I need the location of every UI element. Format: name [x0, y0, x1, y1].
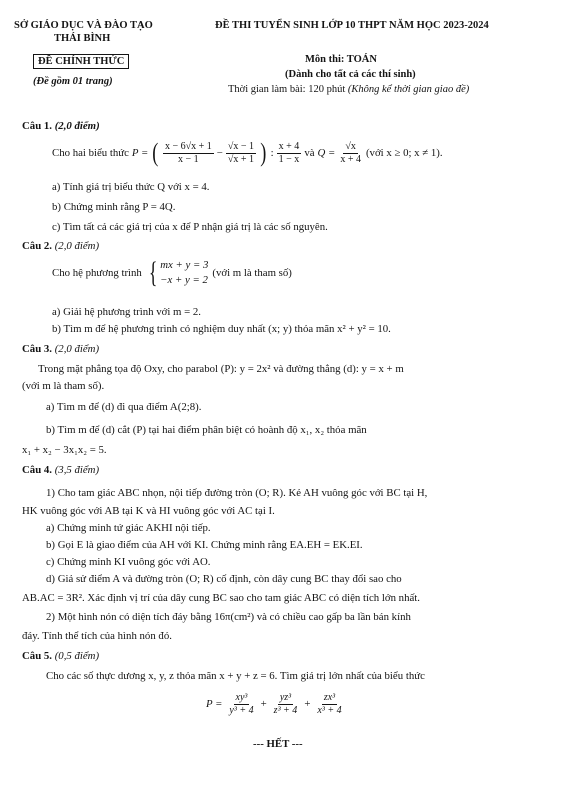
question-1-expression: Cho hai biểu thức P = ( $\frac{x - 6√x + 1}{x - 1}$ − $\frac{√x - 1}{√x + 1}$ ) : $\frac{x + 4}{1 - x}$ và Q = $\frac{√x}{x + 4}$ (với x ≥ 0; x ≠ 1).	[52, 138, 443, 167]
exam-title: ĐỀ THI TUYỂN SINH LỚP 10 THPT NĂM HỌC 2023-2024	[215, 20, 489, 31]
question-2-system: Cho hệ phương trình { mx + y = 3 −x + y = 2 (với m là tham số)	[52, 256, 292, 290]
subject-title: Môn thi: TOÁN	[305, 54, 377, 65]
province-name: THÁI BÌNH	[54, 33, 111, 44]
question-3-heading: Câu 3. (2,0 điểm)	[22, 343, 100, 355]
question-4b: b) Gọi E là giao điểm của AH với KI. Chứng minh rằng EA.EH = EK.EI.	[46, 539, 363, 551]
question-3a: a) Tìm m để (d) đi qua điểm A(2;8).	[46, 401, 202, 413]
question-1-heading: Câu 1. (2,0 điểm)	[22, 120, 100, 132]
question-4-heading: Câu 4. (3,5 điểm)	[22, 464, 100, 476]
question-1c: c) Tìm tất cả các giá trị của x để P nhận giá trị là các số nguyên.	[52, 221, 328, 233]
question-3b-condition: x₁ + x₂ − 3x₁x₂ = 5.	[22, 444, 107, 456]
question-5-expression: P = $\frac{\text{xy³}}{\text{y³ + 4}}$ + $\frac{\text{yz³}}{\text{z³ + 4}}$ + $\frac{\text{zx³}}{\text{x³ + 4}}$	[206, 692, 342, 716]
question-3-param: (với m là tham số).	[22, 380, 105, 392]
question-5-heading: Câu 5. (0,5 điểm)	[22, 650, 100, 662]
question-4d-cont: AB.AC = 3R². Xác định vị trí của dây cung BC sao cho tam giác ABC có diện tích lớn nhất.	[22, 592, 420, 604]
question-2-heading: Câu 2. (2,0 điểm)	[22, 240, 100, 252]
question-4-part2-cont: đáy. Tính thể tích của hình nón đó.	[22, 630, 172, 642]
question-4-part1-cont: HK vuông góc với AB tại K và HI vuông góc với AC tại I.	[22, 505, 275, 517]
question-4-part1: 1) Cho tam giác ABC nhọn, nội tiếp đường tròn (O; R). Kẻ AH vuông góc với BC tại H,	[46, 487, 428, 499]
end-marker: --- HẾT ---	[253, 738, 303, 750]
audience-note: (Dành cho tất cả các thí sinh)	[285, 69, 416, 80]
official-badge: ĐỀ CHÍNH THỨC	[33, 54, 129, 69]
question-3b: b) Tìm m để (d) cắt (P) tại hai điểm phân biệt có hoành độ x₁, x₂ thỏa mãn	[46, 424, 367, 436]
time-limit: Thời gian làm bài: 120 phút (Không kể thời gian giao đề)	[228, 84, 470, 95]
question-2b: b) Tìm m để hệ phương trình có nghiệm duy nhất (x; y) thỏa mãn x² + y² = 10.	[52, 323, 391, 335]
question-2a: a) Giải hệ phương trình với m = 2.	[52, 306, 202, 318]
question-4c: c) Chứng minh KI vuông góc với AO.	[46, 556, 211, 568]
question-1a: a) Tính giá trị biểu thức Q với x = 4.	[52, 181, 210, 193]
question-3-intro: Trong mặt phẳng tọa độ Oxy, cho parabol (P): y = 2x² và đường thẳng (d): y = x + m	[38, 363, 404, 375]
question-4d: d) Giả sử điểm A và đường tròn (O; R) cố định, còn dây cung BC thay đổi sao cho	[46, 573, 402, 585]
question-4-part2: 2) Một hình nón có diện tích đáy bằng 16π(cm²) và có chiều cao gấp ba lần bán kính	[46, 611, 411, 623]
department-name: SỞ GIÁO DỤC VÀ ĐÀO TẠO	[14, 20, 153, 31]
question-4a: a) Chứng minh tứ giác AKHI nội tiếp.	[46, 522, 211, 534]
question-5-intro: Cho các số thực dương x, y, z thỏa mãn x + y + z = 6. Tìm giá trị lớn nhất của biểu thức	[46, 670, 425, 682]
question-1b: b) Chứng minh rằng P = 4Q.	[52, 201, 176, 213]
page-count: (Đề gồm 01 trang)	[33, 76, 113, 87]
